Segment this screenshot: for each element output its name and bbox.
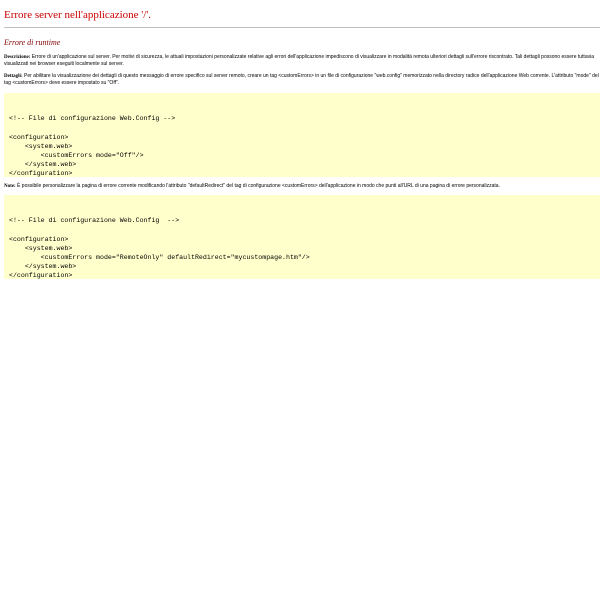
description-label: Descrizione: [4, 55, 31, 60]
description-paragraph [4, 48, 600, 67]
config-code-off[interactable]: <!-- File di configurazione Web.Config --> <configuration> <system.web> <customErrors mode="Off"/> </system.web> </configuration> [9, 115, 176, 178]
note-text: È possibile personalizzare la pagina di errore corrente modificando l'attributo "defaultRedirect" del tag di configurazione <customErrors> dell'applicazione in modo che punti all'URL di una pagina di errore personalizzata. [15, 183, 500, 189]
config-code-box-remoteonly [4, 195, 600, 279]
details-text: Per abilitare la visualizzazione dei dettagli di questo messaggio di errore specifico sul server remoto, creare un tag <customErrors> in un file di configurazione "web.config" memorizzato nella directory radice dell'applicazione Web corrente. L'attributo "mode" del tag <customErrors> deve essere impostato su "Off". [4, 73, 599, 86]
page-title: Errore server nell'applicazione '/'. [4, 9, 152, 21]
note-paragraph [4, 177, 600, 190]
note-label: Note: [4, 184, 16, 189]
details-label: Dettagli: [4, 74, 23, 79]
details-paragraph [4, 67, 600, 86]
description-text: Errore di un'applicazione sul server. Per motivi di sicurezza, le attuali impostazioni personalizzate relative agli errori dell'applicazione impediscono di visualizzare in modalità remota ulteriori dettagli sull'errore riscontrato. Tali dettagli possono essere tuttavia visualizzati nei browser eseguiti localmente sul server. [4, 54, 594, 67]
config-code-box-off [4, 93, 600, 177]
error-page [4, 0, 600, 279]
error-heading: Errore di runtime [4, 38, 61, 47]
config-code-remoteonly[interactable]: <!-- File di configurazione Web.Config --> <configuration> <system.web> <customErrors mode="RemoteOnly" defaultRedirect="mycustompage.htm"/> </system.web> </configuration> [9, 217, 310, 280]
